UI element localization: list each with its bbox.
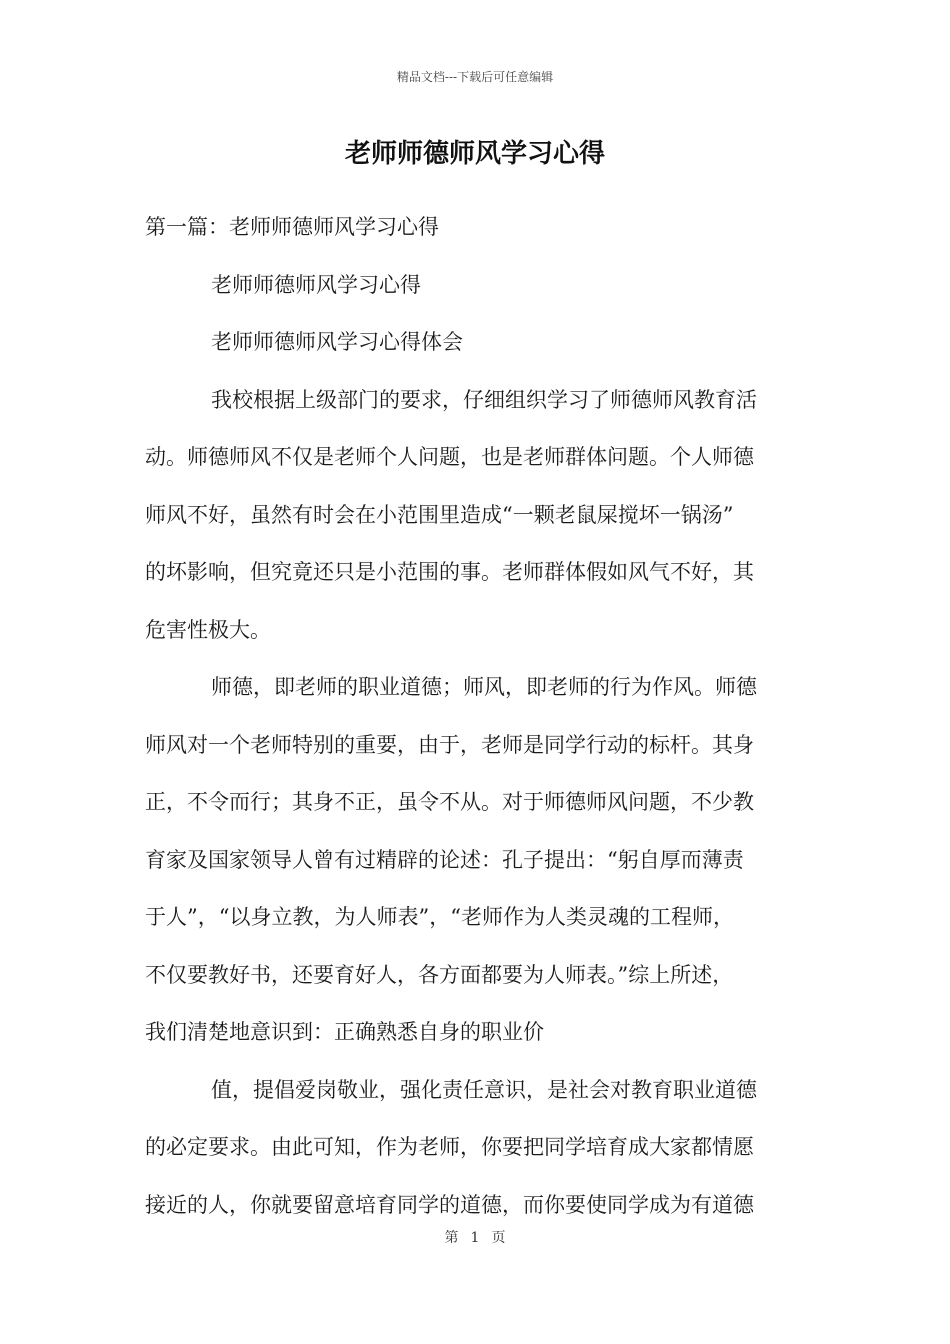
text-line: 的必定要求。由此可知，作为老师，你要把同学培育成大家都情愿 [145, 1135, 754, 1159]
page-footer [0, 1227, 950, 1247]
text-line: 值，提倡爱岗敬业，强化责任意识，是社会对教育职业道德 [211, 1077, 757, 1102]
text-line: 我们清楚地意识到：正确熟悉自身的职业价 [145, 1020, 544, 1044]
text-line: 师德，即老师的职业道德；师风，即老师的行为作风。师德 [211, 675, 757, 699]
text-line: 动。师德师风不仅是老师个人问题，也是老师群体问题。个人师德 [145, 445, 754, 469]
text-line: 不仅要教好书，还要育好人，各方面都要为人师表。”综上所述， [145, 962, 734, 987]
text-line: 师风不好，虽然有时会在小范围里造成“一颗老鼠屎搅坏一锅汤” [145, 502, 734, 527]
text-line: 第一篇：老师师德师风学习心得 [145, 215, 439, 239]
text-line: 于人”，“以身立教，为人师表”，“老师作为人类灵魂的工程师， [145, 905, 734, 929]
text-line: 危害性极大。 [145, 617, 271, 642]
text-line: 接近的人，你就要留意培育同学的道德，而你要使同学成为有道德 [145, 1192, 754, 1217]
text-line: 师风对一个老师特别的重要，由于，老师是同学行动的标杆。其身 [145, 732, 754, 757]
text-line: 育家及国家领导人曾有过精辟的论述：孔子提出：“躬自厚而薄责 [145, 847, 744, 872]
header-note: 精品文档---下载后可任意编辑 [396, 70, 554, 84]
page-footer-prefix: 第 [444, 1230, 459, 1246]
text-line: 正，不令而行；其身不正，虽令不从。对于师德师风问题，不少教 [145, 790, 754, 814]
document-body [145, 199, 810, 1234]
text-line: 老师师德师风学习心得体会 [211, 330, 463, 354]
text-line: 老师师德师风学习心得 [211, 272, 421, 297]
page-number: 1 [470, 1230, 480, 1246]
document-title: 老师师德师风学习心得 [344, 139, 605, 169]
text-line: 的坏影响，但究竟还只是小范围的事。老师群体假如风气不好，其 [145, 560, 754, 584]
text-line: 我校根据上级部门的要求，仔细组织学习了师德师风教育活 [211, 387, 757, 412]
page-footer-suffix: 页 [491, 1230, 506, 1246]
